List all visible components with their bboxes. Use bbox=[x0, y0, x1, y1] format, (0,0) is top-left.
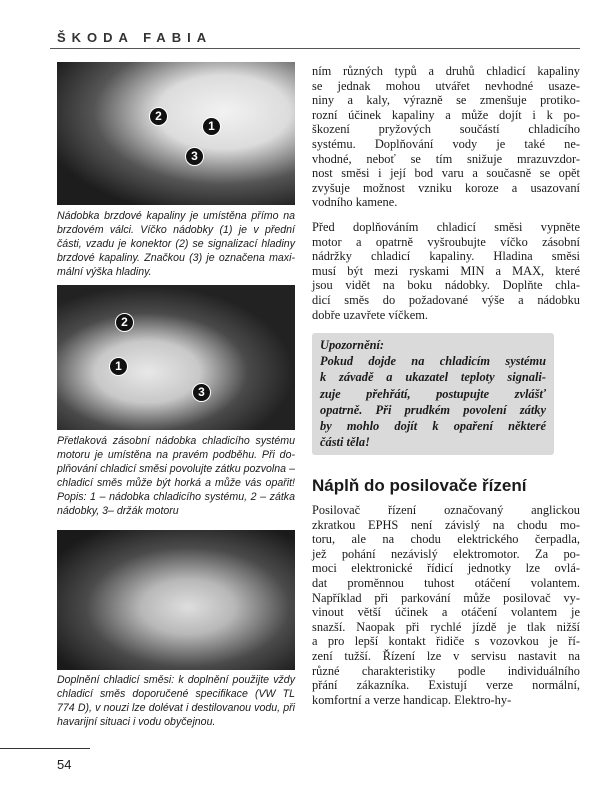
caption-3 bbox=[57, 673, 295, 729]
text-line: zvyšuje možnost vzniku koroze a usazovaní bbox=[312, 180, 580, 195]
text-line: různé charakteristiky podle individuálního bbox=[312, 663, 580, 678]
text-line: nost směsi i její bod varu a současně se opět bbox=[312, 166, 580, 181]
photo-coolant-refill bbox=[57, 530, 295, 670]
caption-2 bbox=[57, 434, 295, 518]
text-line: havarijní situaci i vodu obyčejnou. bbox=[57, 716, 216, 728]
text-line: chladicí směs může být horká a může vás opařit! bbox=[57, 477, 295, 489]
marker-3: 3 bbox=[185, 147, 204, 166]
text-line: části, vzadu je konektor (2) se signalizací hladiny bbox=[57, 238, 295, 250]
marker-2: 2 bbox=[115, 313, 134, 332]
text-line: mální výška hladiny. bbox=[57, 266, 152, 278]
text-line: by mohlo dojít k opaření některé bbox=[320, 419, 546, 434]
text-line: komfortní a verze handicap. Elektro-hy- bbox=[312, 692, 512, 707]
text-line: rozní účinek kapaliny a může dojít i k po- bbox=[312, 107, 580, 122]
text-line: jež pohání nezávislý elektromotor. Za po- bbox=[312, 546, 580, 561]
text-line: Doplnění chladicí směsi: k doplnění použijte vždy bbox=[57, 674, 295, 686]
marker-1: 1 bbox=[109, 357, 128, 376]
text-line: se jednak mohou utvářet nevhodné usaze- bbox=[312, 78, 580, 93]
text-line: systému. Doplňování vody je také ne- bbox=[312, 136, 580, 151]
text-line: motoru je umístěna na pravém podběhu. Při do- bbox=[57, 449, 295, 461]
text-line: plňování chladicí směsi povolujte zátku pozvolna – bbox=[57, 463, 295, 475]
text-line: nádržky chladicí kapaliny. Hladina směsi bbox=[312, 249, 580, 264]
text-line: brzdovém válci. Víčko nádobky (1) je v přední bbox=[57, 224, 295, 236]
text-line: brzdové kapaliny. Značkou (3) je označena maxi- bbox=[57, 252, 295, 264]
text-line: přání zákazníka. Existují verze normální, bbox=[312, 678, 580, 693]
text-line: zkratkou EPHS není závislý na chodu mo- bbox=[312, 517, 580, 532]
text-line: vhodné, neboť se tím snižuje mrazuvzdor- bbox=[312, 151, 580, 166]
text-line: a pro lepší kontakt řidiče s vozovkou je ří- bbox=[312, 634, 580, 649]
text-line: musí být mezi ryskami MIN a MAX, které bbox=[312, 263, 580, 278]
text-line: Popis: 1 – nádobka chladicího systému, 2 – zátka bbox=[57, 491, 295, 503]
page-number: 54 bbox=[57, 757, 72, 772]
photo-coolant-reservoir bbox=[57, 285, 295, 430]
text-line: jsou vidět na boku nádobky. Doplňte chla- bbox=[312, 278, 580, 293]
text-line: části těla! bbox=[320, 435, 370, 450]
text-line: 774 D), v nouzi lze dolévat i destilovanou vodu, při bbox=[57, 702, 295, 714]
text-line: zení tužší. Řízení lze v servisu nastavit na bbox=[312, 648, 580, 663]
text-line: dobře uzavřete víčkem. bbox=[312, 307, 428, 322]
text-line: snazší. Naopak při rychlé jízdě je tlak nižší bbox=[312, 619, 580, 634]
text-line: chladicí směs doporučené specifikace (VW TL bbox=[57, 688, 295, 700]
text-line: Posilovač řízení označovaný anglickou bbox=[312, 503, 580, 517]
text-line: Před doplňováním chladicí směsi vypněte bbox=[312, 220, 580, 234]
marker-2: 2 bbox=[149, 107, 168, 126]
section-heading: Náplň do posilovače řízení bbox=[312, 476, 527, 495]
footer-rule bbox=[0, 748, 90, 749]
paragraph-1 bbox=[312, 64, 580, 210]
warning-box bbox=[312, 333, 554, 455]
text-line: Například při parkování může posilovač vy- bbox=[312, 590, 580, 605]
marker-1: 1 bbox=[202, 117, 221, 136]
text-line: škození pryžových součástí chladicího bbox=[312, 122, 580, 137]
text-line: k závadě a ukazatel teploty signali- bbox=[320, 370, 546, 385]
photo-brake-fluid-reservoir bbox=[57, 62, 295, 205]
text-line: motor a opatrně vyšroubujte víčko zásobní bbox=[312, 234, 580, 249]
text-line: Nádobka brzdové kapaliny je umístěna přímo na bbox=[57, 210, 295, 222]
text-line: vinout větší účinek a otáčení volantem je bbox=[312, 605, 580, 620]
text-line: ním různých typů a druhů chladicí kapaliny bbox=[312, 64, 580, 78]
running-header: ŠKODA FABIA bbox=[57, 30, 213, 45]
text-line: dicí směs do požadované výše a nádobku bbox=[312, 292, 580, 307]
text-line: opatrně. Při prudkém povolení zátky bbox=[320, 402, 546, 417]
section-paragraph bbox=[312, 503, 580, 707]
text-line: moci elektronické řídicí jednotky lze ovlá- bbox=[312, 561, 580, 576]
text-line: Upozornění: bbox=[320, 338, 385, 352]
text-line: niny a kaly, výrazně se zmenšuje protiko- bbox=[312, 93, 580, 108]
marker-3: 3 bbox=[192, 383, 211, 402]
header-rule bbox=[50, 48, 580, 49]
text-line: vodního kamene. bbox=[312, 195, 398, 210]
text-line: nádobky, 3– držák motoru bbox=[57, 505, 179, 517]
caption-1 bbox=[57, 209, 295, 279]
text-line: Pokud dojde na chladicím systému bbox=[320, 354, 546, 369]
text-line: dat proměnnou tuhost otáčení volantem. bbox=[312, 575, 580, 590]
paragraph-2 bbox=[312, 220, 580, 322]
text-line: toru, ale na chodu elektrického čerpadla, bbox=[312, 532, 580, 547]
text-line: Přetlaková zásobní nádobka chladicího systému bbox=[57, 435, 295, 447]
text-line: zuje přehřátí, postupujte zvlášť bbox=[320, 386, 546, 401]
